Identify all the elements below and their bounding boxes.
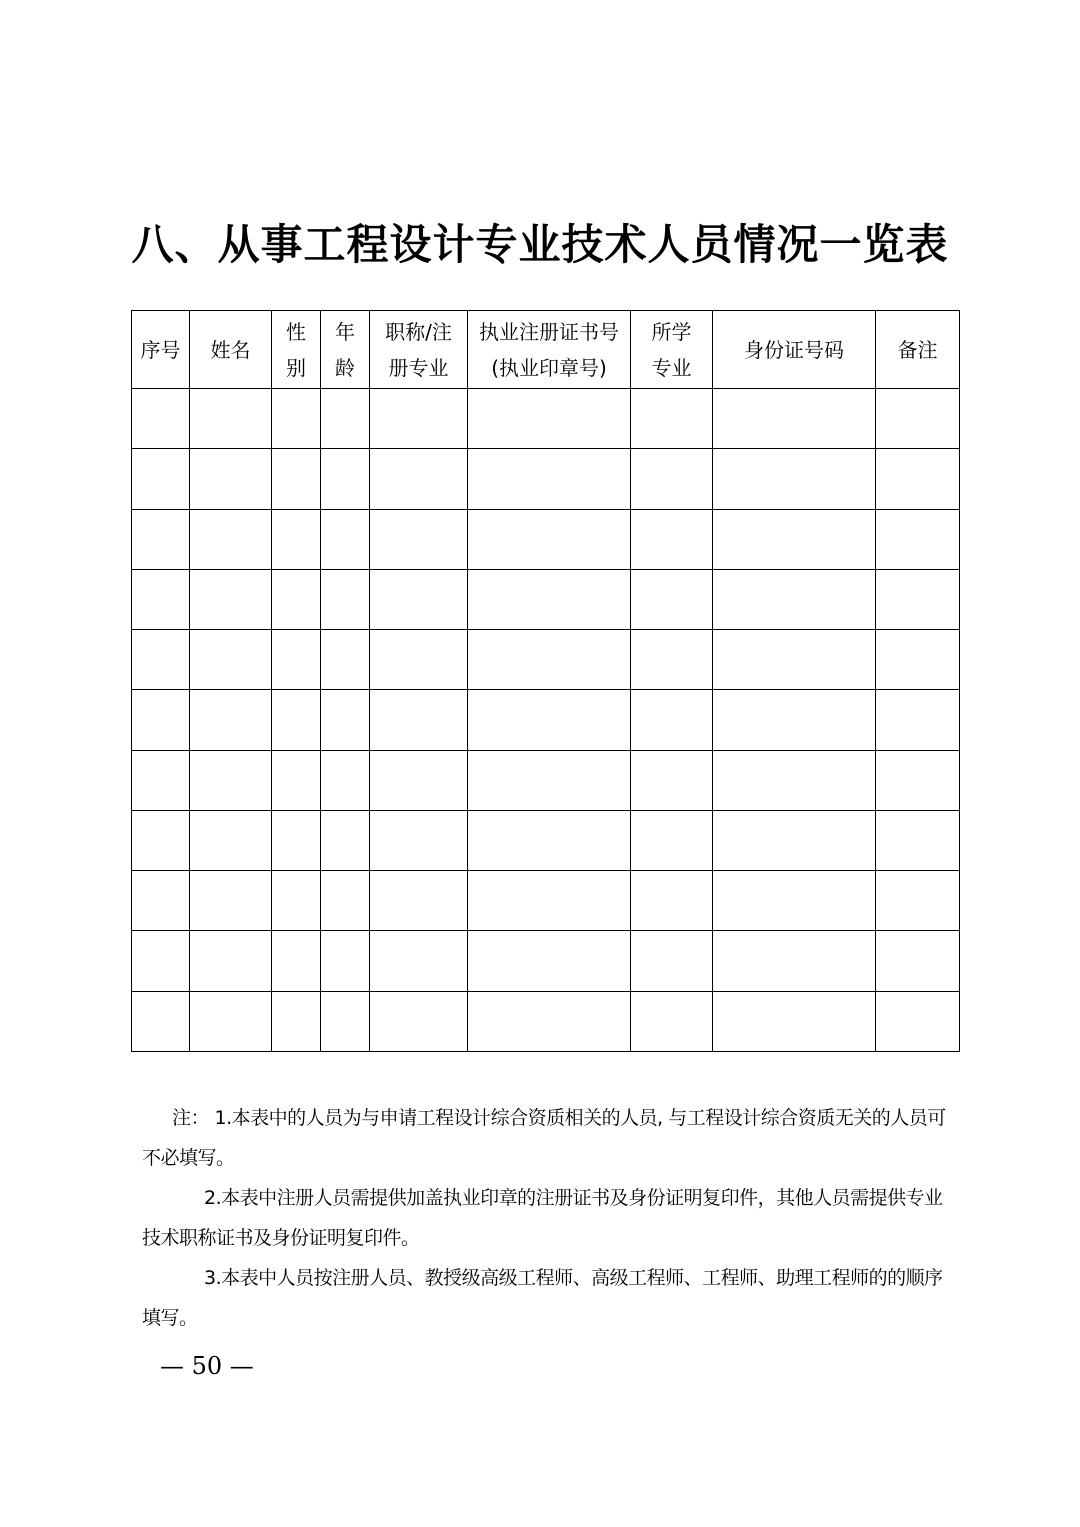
- table-cell: [321, 630, 370, 690]
- table-row: [132, 630, 960, 690]
- personnel-table: [131, 310, 960, 1052]
- table-cell: [190, 449, 272, 509]
- header-cell-remarks: 备注: [876, 311, 960, 389]
- table-cell: [370, 750, 468, 810]
- table-cell: [876, 991, 960, 1051]
- table-row: [132, 750, 960, 810]
- table-cell: [190, 931, 272, 991]
- note-2: 2.本表中注册人员需提供加盖执业印章的注册证书及身份证明复印件，其他人员需提供专业技术职称证书及身份证明复印件。: [142, 1187, 943, 1249]
- table-cell: [321, 931, 370, 991]
- table-cell: [468, 569, 631, 629]
- table-cell: [876, 630, 960, 690]
- table-cell: [272, 931, 321, 991]
- table-cell: [468, 509, 631, 569]
- header-cell-id-number: 身份证号码: [713, 311, 876, 389]
- table-cell: [190, 389, 272, 449]
- table-row: [132, 509, 960, 569]
- table-cell: [272, 810, 321, 870]
- table-cell: [190, 690, 272, 750]
- table-cell: [713, 509, 876, 569]
- table-cell: [713, 750, 876, 810]
- table-cell: [272, 509, 321, 569]
- table-cell: [468, 750, 631, 810]
- table-cell: [132, 810, 190, 870]
- table-cell: [631, 991, 713, 1051]
- table-cell: [631, 690, 713, 750]
- header-cell-name: 姓名: [190, 311, 272, 389]
- table-cell: [272, 569, 321, 629]
- table-cell: [370, 991, 468, 1051]
- table-cell: [876, 690, 960, 750]
- table-cell: [713, 810, 876, 870]
- table-cell: [631, 630, 713, 690]
- table-cell: [713, 389, 876, 449]
- table-cell: [713, 569, 876, 629]
- table-cell: [468, 449, 631, 509]
- table-cell: [631, 509, 713, 569]
- table-cell: [321, 569, 370, 629]
- table-cell: [468, 389, 631, 449]
- note-3: 3.本表中人员按注册人员、教授级高级工程师、高级工程师、工程师、助理工程师的的顺序填写。: [142, 1267, 943, 1329]
- table-row: [132, 991, 960, 1051]
- table-cell: [370, 690, 468, 750]
- table-cell: [132, 509, 190, 569]
- header-cell-gender: 性 别: [272, 311, 321, 389]
- table-cell: [370, 449, 468, 509]
- table-cell: [713, 931, 876, 991]
- table-cell: [132, 569, 190, 629]
- table-cell: [132, 690, 190, 750]
- header-cell-age: 年 龄: [321, 311, 370, 389]
- table-cell: [876, 389, 960, 449]
- table-row: [132, 690, 960, 750]
- header-cell-serial: 序号: [132, 311, 190, 389]
- header-cell-title-specialty: 职称/注 册专业: [370, 311, 468, 389]
- table-row: [132, 810, 960, 870]
- table-cell: [631, 389, 713, 449]
- table-cell: [190, 630, 272, 690]
- table-cell: [370, 871, 468, 931]
- table-cell: [713, 690, 876, 750]
- table-cell: [876, 569, 960, 629]
- header-cell-major: 所学 专业: [631, 311, 713, 389]
- table-cell: [876, 871, 960, 931]
- table-cell: [468, 690, 631, 750]
- table-cell: [132, 389, 190, 449]
- table-cell: [631, 871, 713, 931]
- table-cell: [321, 991, 370, 1051]
- table-cell: [272, 389, 321, 449]
- table-cell: [272, 630, 321, 690]
- table-cell: [713, 991, 876, 1051]
- table-cell: [468, 810, 631, 870]
- table-cell: [713, 871, 876, 931]
- table-row: [132, 449, 960, 509]
- table-cell: [321, 690, 370, 750]
- table-row: [132, 871, 960, 931]
- table-cell: [272, 991, 321, 1051]
- table-cell: [370, 630, 468, 690]
- table-cell: [876, 810, 960, 870]
- table-cell: [468, 630, 631, 690]
- page-number: — 50 —: [160, 1352, 254, 1380]
- header-cell-certificate-no: 执业注册证书号 (执业印章号): [468, 311, 631, 389]
- table-cell: [272, 871, 321, 931]
- table-cell: [132, 871, 190, 931]
- table-cell: [370, 931, 468, 991]
- table-cell: [468, 871, 631, 931]
- table-cell: [190, 810, 272, 870]
- table-cell: [631, 569, 713, 629]
- table-cell: [190, 509, 272, 569]
- table-cell: [370, 389, 468, 449]
- table-row: [132, 389, 960, 449]
- table-cell: [132, 750, 190, 810]
- table-cell: [631, 449, 713, 509]
- table-cell: [370, 569, 468, 629]
- table-cell: [190, 750, 272, 810]
- table-cell: [321, 871, 370, 931]
- table-cell: [876, 750, 960, 810]
- table-cell: [876, 509, 960, 569]
- table-cell: [132, 931, 190, 991]
- table-cell: [370, 509, 468, 569]
- table-cell: [876, 449, 960, 509]
- table-cell: [272, 690, 321, 750]
- table-header-row: [132, 311, 960, 389]
- table-cell: [321, 389, 370, 449]
- table-cell: [132, 449, 190, 509]
- page-title: 八、从事工程设计专业技术人员情况一览表: [131, 220, 949, 269]
- table-cell: [321, 449, 370, 509]
- table-cell: [631, 750, 713, 810]
- table-cell: [631, 931, 713, 991]
- table-cell: [272, 449, 321, 509]
- table-cell: [468, 991, 631, 1051]
- table-cell: [370, 810, 468, 870]
- table-cell: [876, 931, 960, 991]
- table-row: [132, 931, 960, 991]
- table-cell: [713, 449, 876, 509]
- table-cell: [631, 810, 713, 870]
- table-cell: [190, 871, 272, 931]
- table-cell: [321, 509, 370, 569]
- table-cell: [132, 991, 190, 1051]
- table-cell: [713, 630, 876, 690]
- table-cell: [190, 991, 272, 1051]
- table-cell: [321, 750, 370, 810]
- table-row: [132, 569, 960, 629]
- notes: [142, 1098, 952, 1338]
- table-cell: [132, 630, 190, 690]
- note-1: 注： 1.本表中的人员为与申请工程设计综合资质相关的人员, 与工程设计综合资质无关的人员可不必填写。: [142, 1107, 946, 1169]
- table-cell: [272, 750, 321, 810]
- table-cell: [190, 569, 272, 629]
- table-cell: [321, 810, 370, 870]
- table-cell: [468, 931, 631, 991]
